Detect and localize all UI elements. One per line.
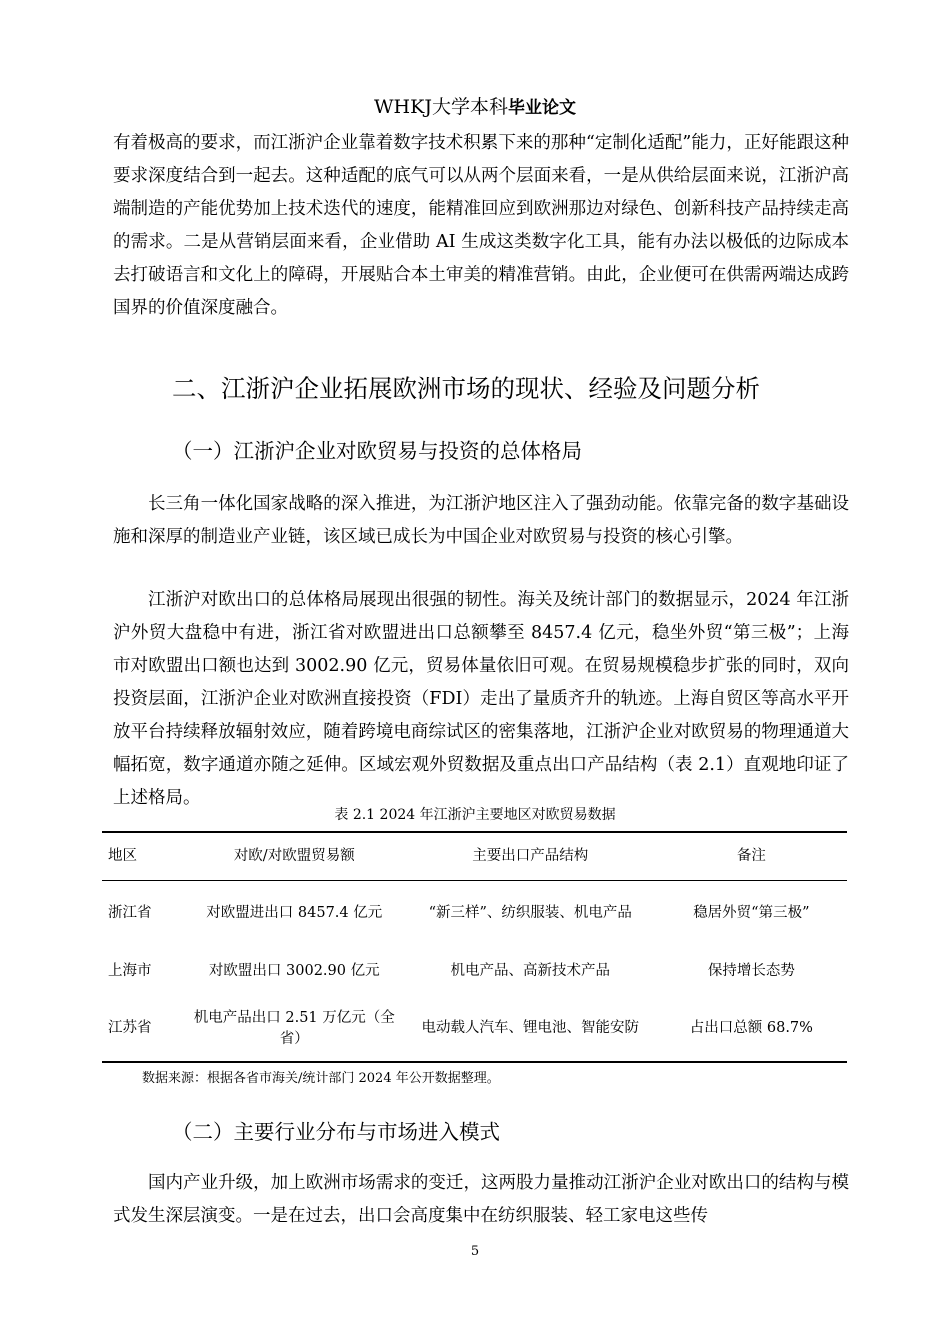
paragraph-industry: 国内产业升级，加上欧洲市场需求的变迁，这两股力量推动江浙沪企业对欧出口的结构与模式发生深层演变。一是在过去，出口会高度集中在纺织服装、轻工家电这些传 <box>113 1173 849 1226</box>
subsection-heading-1: （一）江浙沪企业对欧贸易与投资的总体格局 <box>172 439 582 463</box>
column-header-notes: 备注 <box>656 832 847 881</box>
table-header-row <box>102 832 847 881</box>
table-cell: 占出口总额 68.7% <box>656 996 847 1062</box>
table-row <box>102 881 847 947</box>
table-cell: 对欧盟出口 3002.90 亿元 <box>208 962 380 979</box>
subsection-heading-2: （二）主要行业分布与市场进入模式 <box>172 1120 500 1144</box>
table-cell: 浙江省 <box>108 905 152 921</box>
paragraph-export-pattern: 江浙沪对欧出口的总体格局展现出很强的韧性。海关及统计部门的数据显示，2024 年江浙沪外贸大盘稳中有进，浙江省对欧盟进出口总额攀至 8457.4 亿元，稳坐外贸“第三极”；上海市对欧盟出口额也达到 3002.90 亿元，贸易体量依旧可观。在贸易规模稳步扩张的同时，双向投资层面，江浙沪企业对欧洲直接投资（FDI）走出了量质齐升的轨迹。上海自贸区等高水平开放平台持续释放辐射效应，随着跨境电商综试区的密集落地，江浙沪企业对欧贸易的物理通道大幅拓宽，数字通道亦随之延伸。区域宏观外贸数据及重点出口产品结构（表 2.1）直观地印证了上述格局。 <box>113 590 849 808</box>
trade-data-table <box>102 831 847 1063</box>
header-title-main: WHKJ大学本科 <box>374 96 508 118</box>
table-cell: 机电产品出口 2.51 万亿元（全省） <box>184 996 405 1062</box>
page-header <box>0 94 950 121</box>
table-cell: 机电产品、高新技术产品 <box>450 962 611 979</box>
table-cell: 电动载人汽车、锂电池、智能安防 <box>405 996 656 1062</box>
paragraph-continued: 有着极高的要求，而江浙沪企业靠着数字技术积累下来的那种“定制化适配”能力，正好能跟这种要求深度结合到一起去。这种适配的底气可以从两个层面来看，一是从供给层面来说，江浙沪高端制造的产能优势加上技术迭代的速度，能精准回应到欧洲那边对绿色、创新科技产品持续走高的需求。二是从营销层面来看，企业借助 AI 生成这类数字化工具，能有办法以极低的边际成本去打破语言和文化上的障碍，开展贴合本土审美的精准营销。由此，企业便可在供需两端达成跨国界的价值深度融合。 <box>113 133 849 318</box>
header-title-bold: 毕业论文 <box>507 98 576 118</box>
page-number: 5 <box>470 1244 480 1259</box>
table-row <box>102 946 847 996</box>
table-caption: 表 2.1 2024 年江浙沪主要地区对欧贸易数据 <box>334 807 616 823</box>
table-cell: 江苏省 <box>102 996 184 1062</box>
table-cell: 对欧盟进出口 8457.4 亿元 <box>206 905 383 921</box>
paragraph-intro: 长三角一体化国家战略的深入推进，为江浙沪地区注入了强劲动能。依靠完备的数字基础设施和深厚的制造业产业链，该区域已成长为中国企业对欧贸易与投资的核心引擎。 <box>113 494 849 547</box>
table-row <box>102 996 847 1062</box>
section-heading: 二、江浙沪企业拓展欧洲市场的现状、经验及问题分析 <box>172 374 760 403</box>
table-cell: 保持增长态势 <box>707 962 795 979</box>
column-header-region: 地区 <box>102 832 184 881</box>
column-header-products: 主要出口产品结构 <box>405 832 656 881</box>
table-source-note: 数据来源：根据各省市海关/统计部门 2024 年公开数据整理。 <box>142 1071 500 1086</box>
column-header-trade-volume: 对欧/对欧盟贸易额 <box>184 832 405 881</box>
table-cell: 稳居外贸“第三极” <box>693 905 810 921</box>
table-cell: “新三样”、纺织服装、机电产品 <box>428 905 632 921</box>
table-cell: 上海市 <box>108 962 152 979</box>
